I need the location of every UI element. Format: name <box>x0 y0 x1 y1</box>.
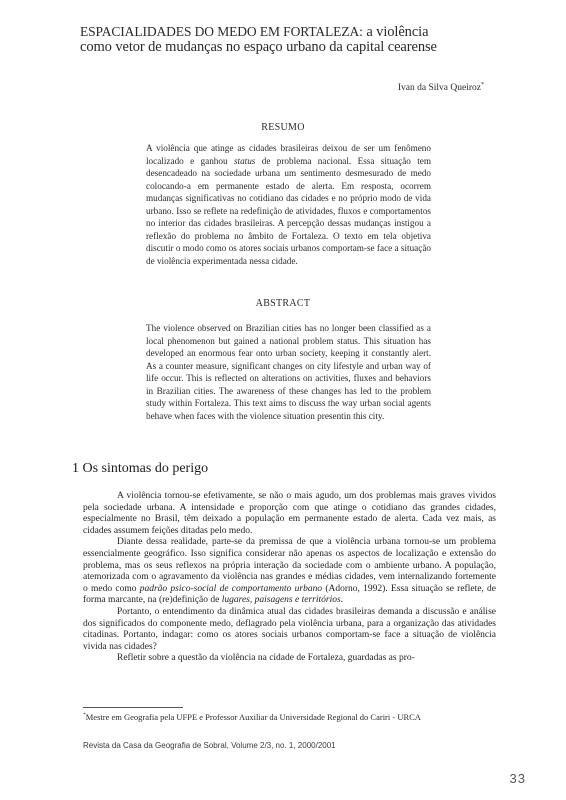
author-name: Ivan da Silva Queiroz <box>397 83 481 94</box>
journal-citation: Revista da Casa da Geografia de Sobral, Volume 2/3, no. 1, 2000/2001 <box>83 741 336 750</box>
abstract-heading: ABSTRACT <box>255 298 311 309</box>
author-line <box>398 82 484 93</box>
author-footnote-mark: * <box>481 82 484 88</box>
paragraph-2 <box>83 537 496 607</box>
p2-text-a: Diante dessa realidade, parte-se da premissa de que a violência urbana tornou-se um problema essencialmente geográfico. Isso significa considerar não apenas os aspectos de localização e extensão do problema, mas os seus reflexos na própria interação da sociedade com o ambiente urbano. A população, atemorizada com o agravamento da violência nas grandes e médias cidades, vem internalizando fortemente o medo como <box>83 537 496 594</box>
resumo-text-b: de problema nacional. Essa situação tem desencadeado na sociedade urbana um sentimento desmesurado de medo colocando-a em permanente estado de alerta. Em resposta, ocorrem mudanças significativas no cotidiano das cidades e no próprio modo de vida urbano. Isso se reflete na redefinição de atividades, fluxos e comportamentos no interior das cidades brasileiras. A percepção dessas mudanças instigou a reflexão do problema no âmbito de Fortaleza. O texto em tela objetiva discutir o modo como os atores sociais urbanos comportam-se face a situação de violência experimentada nessa cidade. <box>146 155 431 266</box>
abstract-paragraph: The violence observed on Brazilian cities has no longer been classified as a local phenomenon but gained a national problem status. This situation has developed an enormous fear onto urban society, keeping it constantly alert. As a counter measure, significant changes on city lifestyle and urban way of life occur. This is reflected on alterations on activities, fluxes and behaviors in Brazilian cities. The awareness of these changes has led to the problem study within Fortaleza. This text aims to discuss the way urban social agents behave when faces with the violence situation presentin this city. <box>146 323 431 421</box>
article-title <box>80 24 520 55</box>
title-caps: ESPACIALIDADES DO MEDO EM FORTALEZA: <box>80 24 363 39</box>
p2-text-c: . <box>340 595 344 606</box>
resumo-text-a: A violência que atinge as cidades brasileiras deixou de ser um fenômeno localizado e ganhou <box>146 143 431 166</box>
p2-text-b: (Adorno, 1992). Essa situação se reflete, de forma marcante, na (re)definição de <box>83 583 497 606</box>
paragraph-4: Refletir sobre a questão da violência na cidade de Fortaleza, guardadas as pro- <box>117 653 415 664</box>
title-line2: como vetor de mudanças no espaço urbano da capital cearense <box>80 39 437 55</box>
title-rest: a violência <box>366 24 429 40</box>
footnote-text: Mestre em Geografia pela UFPE e Professor Auxiliar da Universidade Regional do Cariri - URCA <box>85 712 421 722</box>
footnote-mark: * <box>83 712 86 719</box>
page-number: 33 <box>509 771 526 786</box>
section-body <box>83 491 496 665</box>
resumo-italic: status <box>233 155 256 166</box>
resumo-heading: RESUMO <box>261 122 305 133</box>
footnote-divider <box>83 707 183 708</box>
resumo-text <box>146 142 431 267</box>
section-heading: 1 Os sintomas do perigo <box>72 461 209 476</box>
paragraph-1: A violência tornou-se efetivamente, se não o mais agudo, um dos problemas mais graves vividos pela sociedade urbana. A intensidade e proporção com que atinge o cotidiano das grandes cidades, especialmente no Brasil, têm deixado a população em permanente estado de alerta. Cada vez mais, as cidades assumem feições ditadas pelo medo. <box>83 491 496 536</box>
footnote <box>83 712 503 722</box>
p2-italic-1: padrão psico-social de comportamento urbano <box>139 583 323 594</box>
paragraph-3: Portanto, o entendimento da dinâmica atual das cidades brasileiras demanda a discussão e análise dos significados do componente medo, deflagrado pela violência urbana, para a organização das atividades citadinas. Portanto, indagar: como os atores sociais urbanos comportam-se face a situação de violência vivida nas cidades? <box>83 606 496 652</box>
abstract-text <box>146 322 431 422</box>
p2-italic-2: lugares, paisagens e territórios <box>221 595 341 606</box>
